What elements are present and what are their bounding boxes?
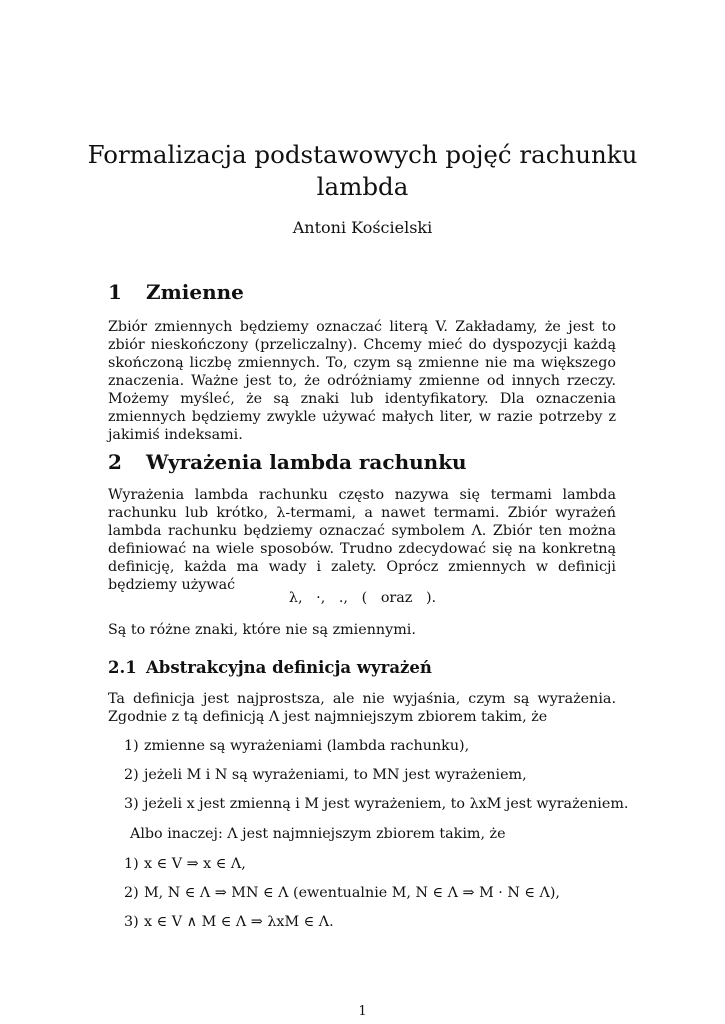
alt-definition-text: Albo inaczej: Λ jest najmniejszym zbiorem takim, że bbox=[130, 826, 506, 842]
subsection-title: Abstrakcyjna definicja wyrażeń bbox=[146, 658, 432, 677]
list-text: x ∈ V ⇒ x ∈ Λ, bbox=[144, 856, 246, 872]
list-item bbox=[124, 738, 469, 754]
list-marker: 1) bbox=[124, 856, 139, 872]
subsection-heading bbox=[108, 658, 432, 677]
list-text: x ∈ V ∧ M ∈ Λ ⇒ λxM ∈ Λ. bbox=[144, 914, 334, 930]
section-title: Wyrażenia lambda rachunku bbox=[146, 450, 467, 474]
section-heading-zmienne bbox=[108, 280, 244, 304]
symbol-display: λ, ·, ., ( oraz ). bbox=[288, 590, 437, 606]
list-marker: 3) bbox=[124, 796, 139, 812]
list-item bbox=[124, 914, 334, 930]
list-item bbox=[124, 856, 246, 872]
list-item bbox=[124, 885, 560, 901]
list-marker: 1) bbox=[124, 738, 139, 754]
list-text: M, N ∈ Λ ⇒ MN ∈ Λ (ewentualnie M, N ∈ Λ ⇒ M · N ∈ Λ), bbox=[144, 885, 560, 901]
section-heading-wyrazenia bbox=[108, 450, 467, 474]
page-number: 1 bbox=[358, 1004, 367, 1019]
list-marker: 2) bbox=[124, 767, 139, 783]
list-item bbox=[124, 796, 628, 812]
title-line-2: lambda bbox=[316, 172, 409, 201]
section-2-after-text: Są to różne znaki, które nie są zmiennymi. bbox=[108, 622, 416, 638]
list-item bbox=[124, 767, 527, 783]
subsection-paragraph: Ta definicja jest najprostsza, ale nie wyjaśnia, czym są wyrażenia. Zgodnie z tą definicją Λ jest najmniejszym zbiorem takim, że bbox=[108, 691, 616, 725]
section-2-paragraph: Wyrażenia lambda rachunku często nazywa się termami lambda rachunku lub krótko, λ-termami, a nawet termami. Zbiór wyrażeń lambda rachunku będziemy oznaczać symbolem Λ. Zbiór ten można definiować na wiele sposobów. Trudno zdecydować się na konkretną definicję, każda ma wady i zalety. Oprócz zmiennych w definicji będziemy używać bbox=[108, 487, 616, 593]
author: Antoni Kościelski bbox=[292, 218, 433, 237]
section-title: Zmienne bbox=[146, 280, 244, 304]
title-line-1: Formalizacja podstawowych pojęć rachunku bbox=[87, 140, 638, 169]
list-text: jeżeli x jest zmienną i M jest wyrażeniem, to λxM jest wyrażeniem. bbox=[144, 796, 629, 812]
list-text: zmienne są wyrażeniami (lambda rachunku), bbox=[144, 738, 470, 754]
section-1-paragraph: Zbiór zmiennych będziemy oznaczać literą V. Zakładamy, że jest to zbiór nieskończony (przeliczalny). Chcemy mieć do dyspozycji każdą skończoną liczbę zmiennych. To, czym są zmienne nie ma większego znaczenia. Ważne jest to, że odróżniamy zmienne od innych rzeczy. Możemy myśleć, że są znaki lub identyfikatory. Dla oznaczenia zmiennych będziemy zwykle używać małych liter, w razie potrzeby z jakimiś indeksami. bbox=[108, 319, 616, 443]
list-marker: 3) bbox=[124, 914, 139, 930]
section-number: 1 bbox=[108, 280, 122, 304]
section-number: 2 bbox=[108, 450, 122, 474]
list-text: jeżeli M i N są wyrażeniami, to MN jest wyrażeniem, bbox=[144, 767, 527, 783]
list-marker: 2) bbox=[124, 885, 139, 901]
subsection-number: 2.1 bbox=[108, 658, 137, 677]
